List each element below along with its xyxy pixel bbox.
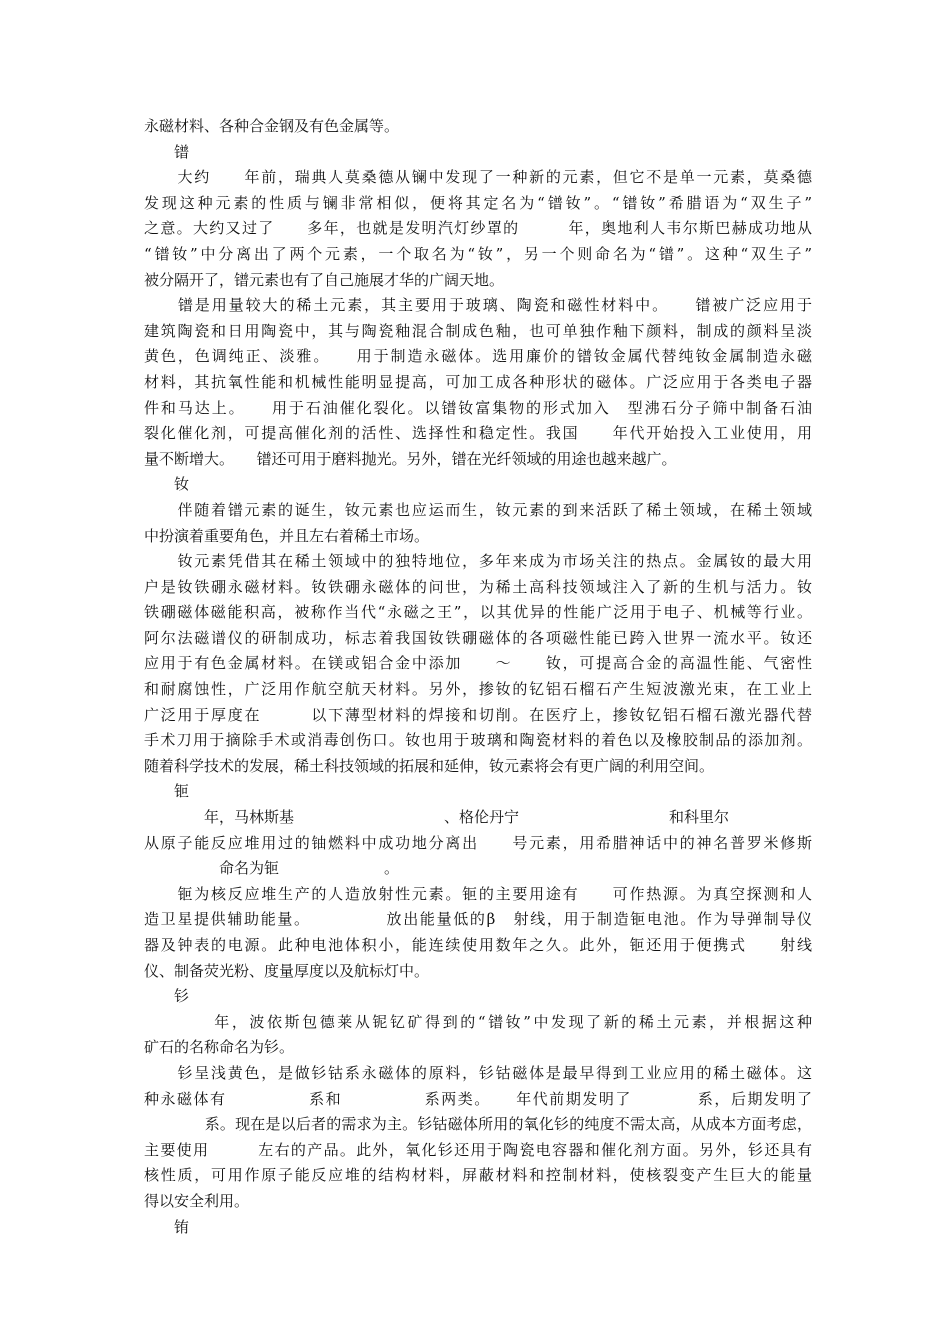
text-line: 量不断增大。 镨还可用于磨料抛光。另外，镨在光纤领域的用途也越来越广。	[144, 449, 677, 468]
document-page	[144, 114, 812, 1240]
text-line: 材料，其抗氧性能和机械性能明显提高，可加工成各种形状的磁体。广泛应用于各类电子器	[144, 372, 812, 391]
text-line: 广泛用于厚度在 以下薄型材料的焊接和切削。在医疗上，掺钕钇铝石榴石激光器代替	[144, 705, 812, 724]
text-line: 年，波依斯包德莱从铌钇矿得到的“镨钕”中发现了新的稀土元素，并根据这种	[144, 1012, 812, 1031]
text-line: 从原子能反应堆用过的铀燃料中成功地分离出 号元素，用希腊神话中的神名普罗米修斯	[144, 833, 812, 852]
section-heading-neodymium: 钕	[144, 475, 190, 494]
text-line: 器及钟表的电源。此种电池体积小，能连续使用数年之久。此外，钷还用于便携式 射线	[144, 936, 812, 954]
text-line: 之意。大约又过了 多年，也就是发明汽灯纱罩的 年，奥地利人韦尔斯巴赫成功地从	[144, 219, 812, 238]
text-line: 阿尔法磁谱仪的研制成功，标志着我国钕铁硼磁体的各项磁性能已跨入世界一流水平。钕还	[144, 628, 812, 647]
section-heading-samarium: 钐	[144, 987, 190, 1006]
text-line: 被分隔开了，镨元素也有了自己施展才华的广阔天地。	[144, 270, 505, 289]
text-line: 手术刀用于摘除手术或消毒创伤口。钕也用于玻璃和陶瓷材料的着色以及橡胶制品的添加剂。	[144, 731, 812, 750]
text-line: 钷为核反应堆生产的人造放射性元素。钷的主要用途有 可作热源。为真空探测和人	[144, 884, 812, 903]
section-heading-europium: 铕	[144, 1217, 190, 1236]
text-line: 件和马达上。 用于石油催化裂化。以镨钕富集物的形式加入 型沸石分子筛中制备石油	[144, 398, 812, 417]
section-heading-promethium: 钷	[144, 782, 190, 801]
text-line: 黄色，色调纯正、淡雅。 用于制造永磁体。选用廉价的镨钕金属代替纯钕金属制造永磁	[144, 347, 812, 366]
text-line: 裂化催化剂，可提高催化剂的活性、选择性和稳定性。我国 年代开始投入工业使用，用	[144, 424, 812, 443]
text-line: 发现这种元素的性质与镧非常相似，便将其定名为“镨钕”。“镨钕”希腊语为“双生子”	[144, 193, 812, 212]
text-line: 户是钕铁硼永磁材料。钕铁硼永磁体的问世，为稀土高科技领域注入了新的生机与活力。钕	[144, 577, 812, 596]
text-line: 建筑陶瓷和日用陶瓷中，其与陶瓷釉混合制成色釉，也可单独作釉下颜料，制成的颜料呈淡	[144, 321, 812, 340]
text-line: 命名为钷 。	[144, 859, 400, 878]
text-line: 镨是用量较大的稀土元素，其主要用于玻璃、陶瓷和磁性材料中。 镨被广泛应用于	[144, 296, 812, 315]
text-line: 应用于有色金属材料。在镁或铝合金中添加 ～ 钕，可提高合金的高温性能、气密性	[144, 654, 812, 673]
text-line: 造卫星提供辅助能量。 放出能量低的β 射线，用于制造钷电池。作为导弹制导仪	[144, 910, 812, 929]
text-line: 随着科学技术的发展，稀土科技领域的拓展和延伸，钕元素将会有更广阔的利用空间。	[144, 756, 715, 775]
text-line: 大约 年前，瑞典人莫桑德从镧中发现了一种新的元素，但它不是单一元素，莫桑德	[144, 168, 812, 187]
text-line: 年，马林斯基 、格伦丹宁 和科里尔	[144, 808, 730, 827]
section-heading-praseodymium: 镨	[144, 142, 190, 161]
text-line: 矿石的名称命名为钐。	[144, 1038, 295, 1057]
text-line: 和耐腐蚀性，广泛用作航空航天材料。另外，掺钕的钇铝石榴石产生短波激光束，在工业上	[144, 680, 812, 699]
text-line: 仪、制备荧光粉、度量厚度以及航标灯中。	[144, 961, 430, 980]
text-line: “镨钕”中分离出了两个元素，一个取名为“钕”，另一个则命名为“镨”。这种“双生子”	[144, 244, 812, 263]
text-line: 得以安全利用。	[144, 1191, 250, 1210]
text-line: 主要使用 左右的产品。此外，氧化钐还用于陶瓷电容器和催化剂方面。另外，钐还具有	[144, 1140, 812, 1159]
text-line: 铁硼磁体磁能积高，被称作当代“永磁之王”，以其优异的性能广泛用于电子、机械等行业。	[144, 603, 812, 622]
text-line: 永磁材料、各种合金钢及有色金属等。	[144, 117, 400, 135]
text-line: 中扮演着重要角色，并且左右着稀土市场。	[144, 526, 430, 545]
text-line: 种永磁体有 系和 系两类。 年代前期发明了 系，后期发明了	[144, 1089, 812, 1108]
text-line: 伴随着镨元素的诞生，钕元素也应运而生，钕元素的到来活跃了稀土领域，在稀土领域	[144, 500, 812, 519]
text-line: 钐呈浅黄色，是做钐钴系永磁体的原料，钐钴磁体是最早得到工业应用的稀土磁体。这	[144, 1063, 812, 1082]
text-line: 核性质，可用作原子能反应堆的结构材料，屏蔽材料和控制材料，使核裂变产生巨大的能量	[144, 1166, 812, 1185]
text-line: 系。现在是以后者的需求为主。钐钴磁体所用的氧化钐的纯度不需太高，从成本方面考虑，	[144, 1115, 812, 1134]
text-line: 钕元素凭借其在稀土领域中的独特地位，多年来成为市场关注的热点。金属钕的最大用	[144, 552, 812, 571]
